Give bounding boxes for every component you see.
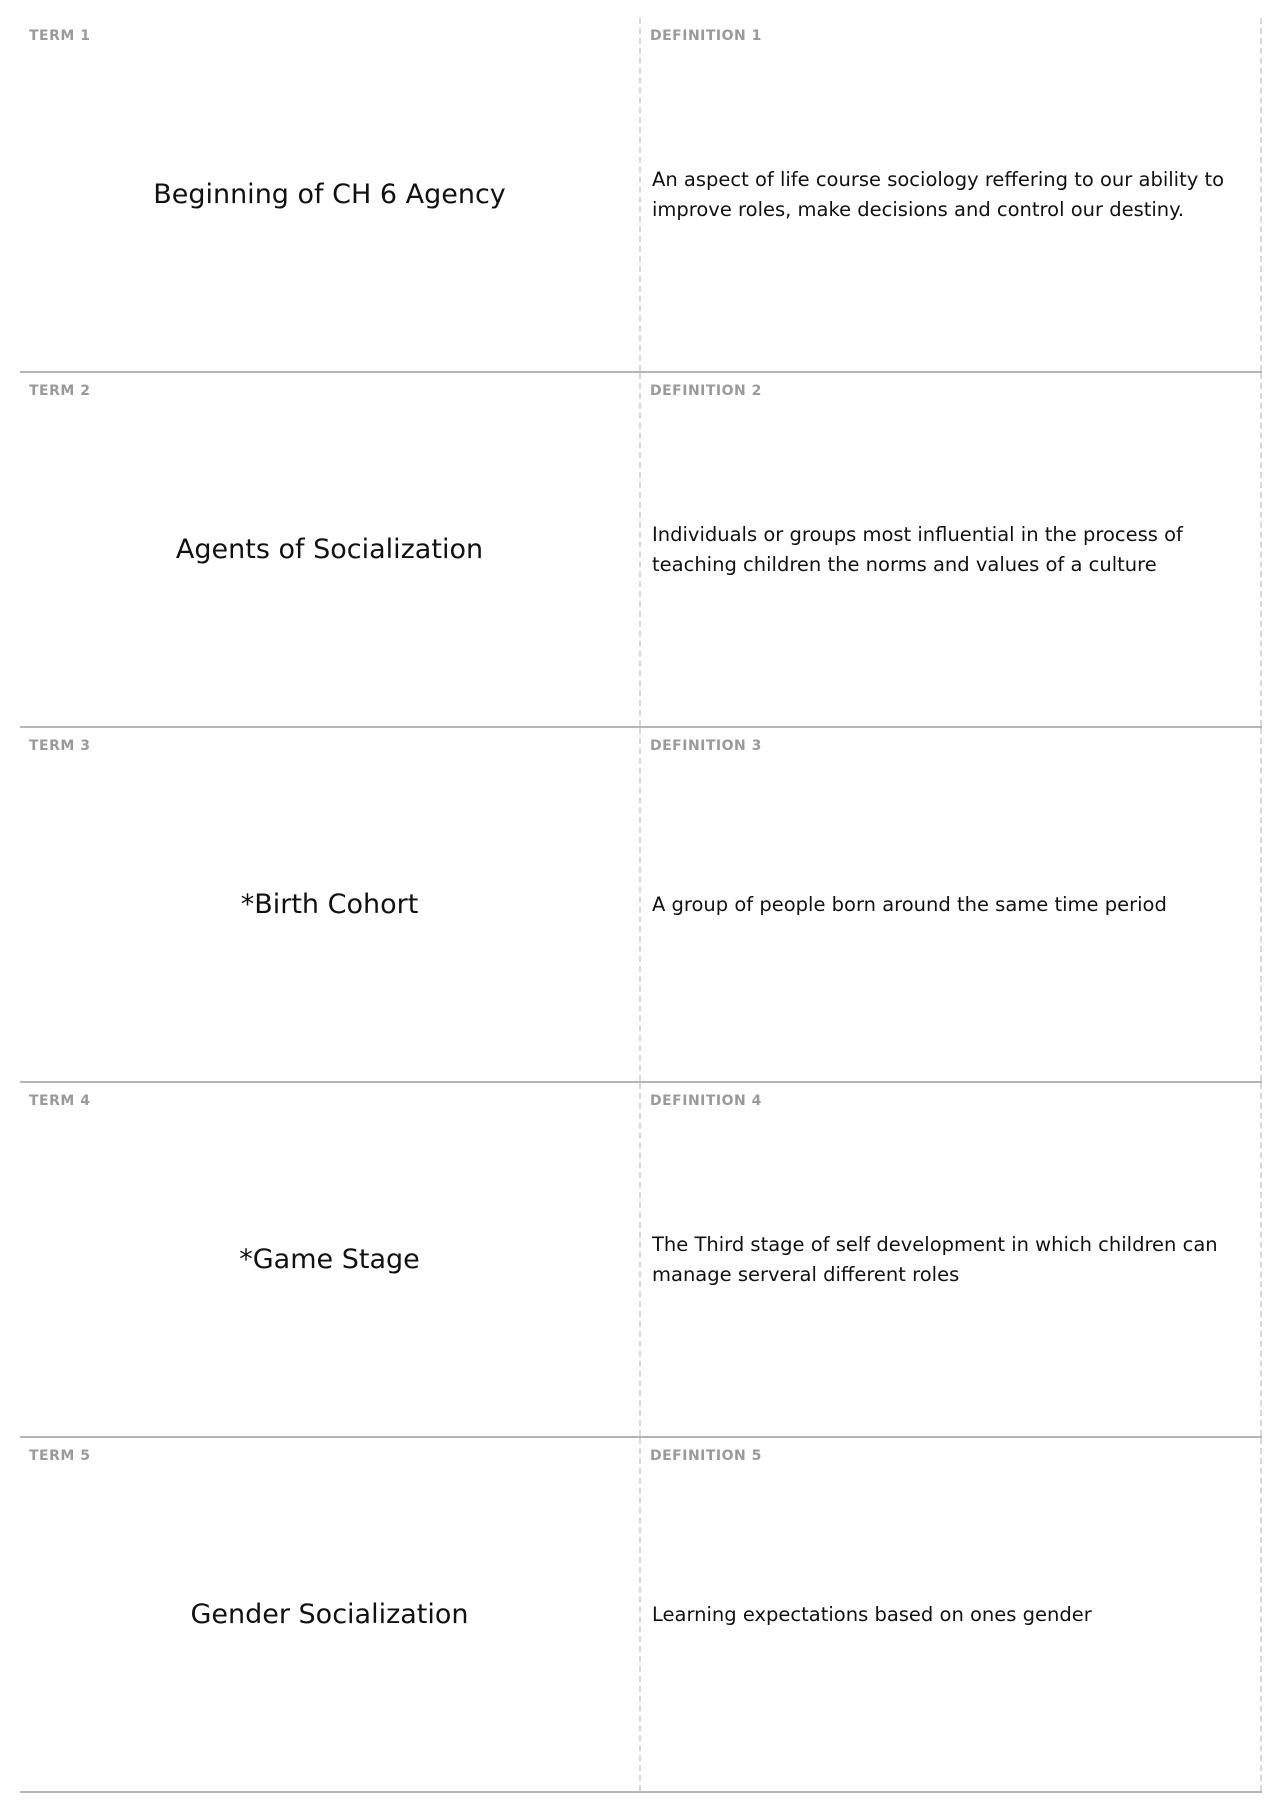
term-cell [20, 1083, 641, 1436]
definition-cell [641, 1438, 1262, 1791]
definition-text: A group of people born around the same time period [652, 892, 1167, 916]
definition-label: DEFINITION 1 [650, 28, 762, 44]
definition-text-wrap [641, 18, 1260, 371]
term-label: TERM 5 [29, 1448, 91, 1464]
term-text: Agents of Socialization [175, 534, 484, 565]
definition-text: An aspect of life course sociology reffering to our ability to improve roles, make decisions and control our destiny. [652, 167, 1225, 221]
term-text: *Game Stage [239, 1244, 420, 1275]
definition-label: DEFINITION 5 [650, 1448, 762, 1464]
definition-text-wrap [641, 728, 1260, 1081]
definition-text: Individuals or groups most influential in the process of teaching children the norms and values of a culture [652, 522, 1183, 576]
definition-cell [641, 373, 1262, 726]
term-text: *Birth Cohort [240, 889, 419, 920]
term-text: Beginning of CH 6 Agency [153, 179, 506, 210]
term-text: Gender Socialization [190, 1599, 469, 1630]
term-label: TERM 1 [29, 28, 91, 44]
term-cell [20, 373, 641, 726]
flashcard-row [20, 373, 1262, 728]
definition-cell [641, 1083, 1262, 1436]
flashcard-row [20, 1083, 1262, 1438]
term-cell [20, 18, 641, 371]
term-label: TERM 4 [29, 1093, 91, 1109]
definition-text-wrap [641, 1438, 1260, 1791]
definition-cell [641, 18, 1262, 371]
flashcard-row [20, 728, 1262, 1083]
term-label: TERM 3 [29, 738, 91, 754]
flashcard-row [20, 18, 1262, 373]
definition-text-wrap [641, 373, 1260, 726]
definition-label: DEFINITION 4 [650, 1093, 762, 1109]
flashcard-row [20, 1438, 1262, 1793]
definition-text: The Third stage of self development in which children can manage serveral different roles [652, 1232, 1218, 1286]
definition-label: DEFINITION 2 [650, 383, 762, 399]
term-label: TERM 2 [29, 383, 91, 399]
term-cell [20, 728, 641, 1081]
definition-label: DEFINITION 3 [650, 738, 762, 754]
flashcard-sheet [20, 18, 1262, 1793]
definition-cell [641, 728, 1262, 1081]
definition-text: Learning expectations based on ones gender [652, 1602, 1092, 1626]
definition-text-wrap [641, 1083, 1260, 1436]
term-cell [20, 1438, 641, 1791]
